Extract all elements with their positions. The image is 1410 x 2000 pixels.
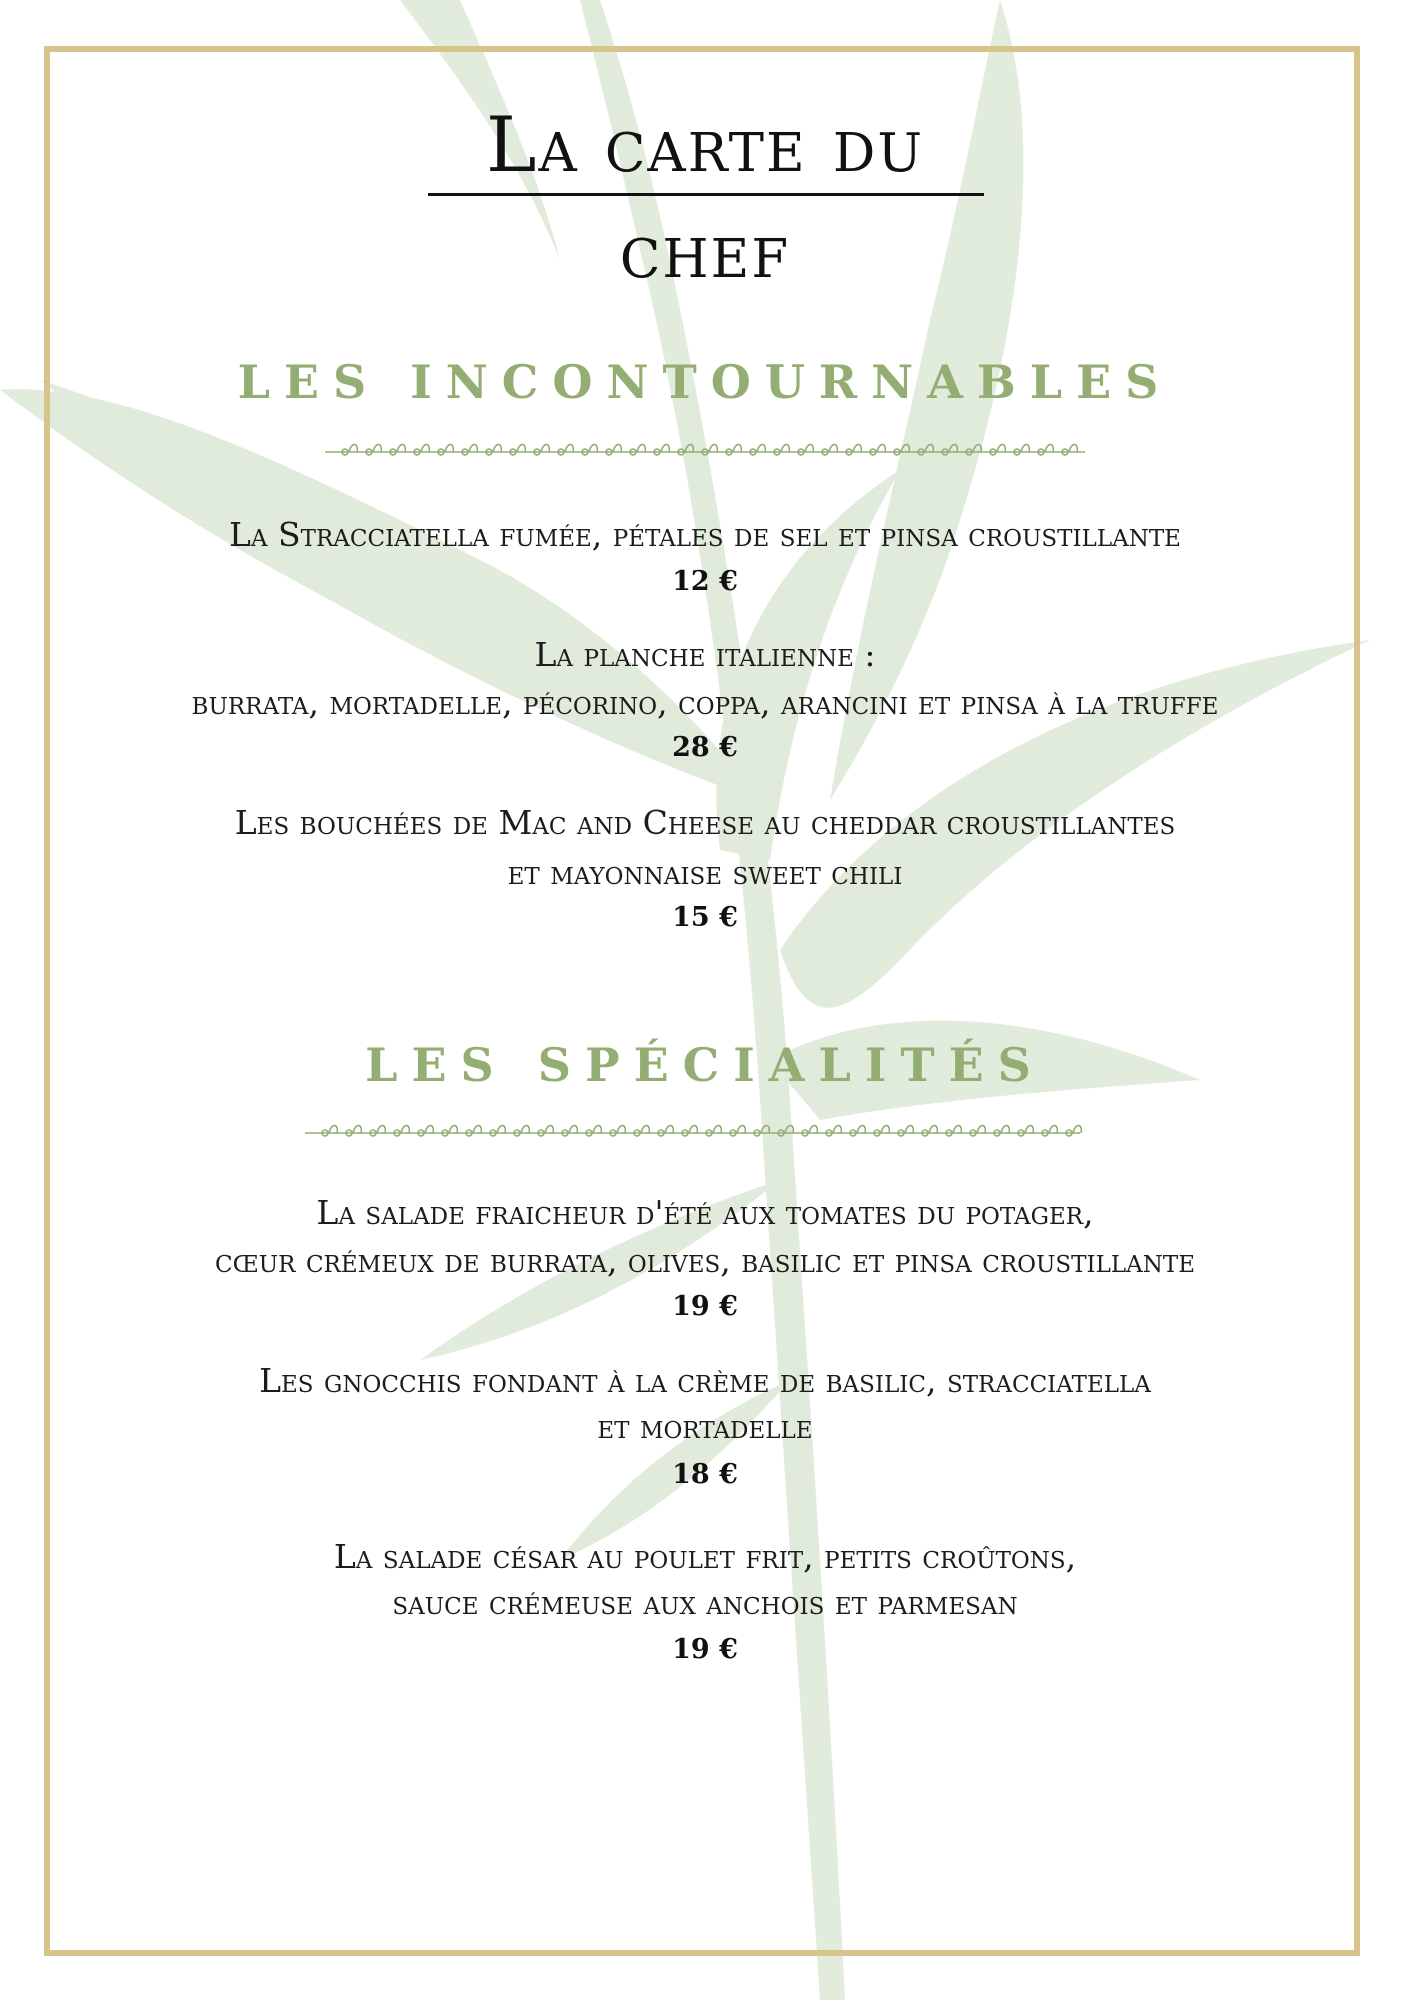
section-title-specialites: LES SPÉCIALITÉS [365,1038,1045,1092]
dish-planche-italienne-line1: La planche italienne : [534,635,876,674]
dish-mac-and-cheese-line2: et mayonnaise sweet chili [507,853,903,892]
price-salade-fraicheur: 19 € [672,1291,738,1322]
dish-gnocchis-line2: et mortadelle [597,1407,813,1446]
dish-salade-fraicheur-line1: La salade fraicheur d'été aux tomates du potager, [316,1193,1094,1232]
dish-salade-cesar-line1: La salade césar au poulet frit, petits croûtons, [333,1537,1077,1576]
price-salade-cesar: 19 € [672,1634,738,1665]
dish-mac-and-cheese-line1: Les bouchées de Mac and Cheese au cheddar croustillantes [234,803,1176,842]
dish-salade-fraicheur-line2: cœur crémeux de burrata, olives, basilic et pinsa croustillante [215,1241,1195,1280]
dish-gnocchis-line1: Les gnocchis fondant à la crème de basilic, stracciatella [259,1361,1151,1400]
vine-divider-icon [0,1113,1410,1153]
price-gnocchis: 18 € [672,1459,738,1490]
menu-title-line2: chef [619,206,791,295]
price-planche-italienne: 28 € [672,732,738,763]
dish-stracciatella: La Stracciatella fumée, pétales de sel et pinsa croustillante [229,515,1181,554]
price-stracciatella: 12 € [672,566,738,597]
menu-title-line1: La carte du [485,100,925,189]
vine-divider-icon [0,432,1410,472]
section-title-incontournables: LES INCONTOURNABLES [237,355,1173,409]
dish-planche-italienne-line2: burrata, mortadelle, pécorino, coppa, arancini et pinsa à la truffe [191,683,1219,722]
dish-salade-cesar-line2: sauce crémeuse aux anchois et parmesan [392,1583,1018,1622]
title-divider [428,193,984,196]
price-mac-and-cheese: 15 € [672,902,738,933]
